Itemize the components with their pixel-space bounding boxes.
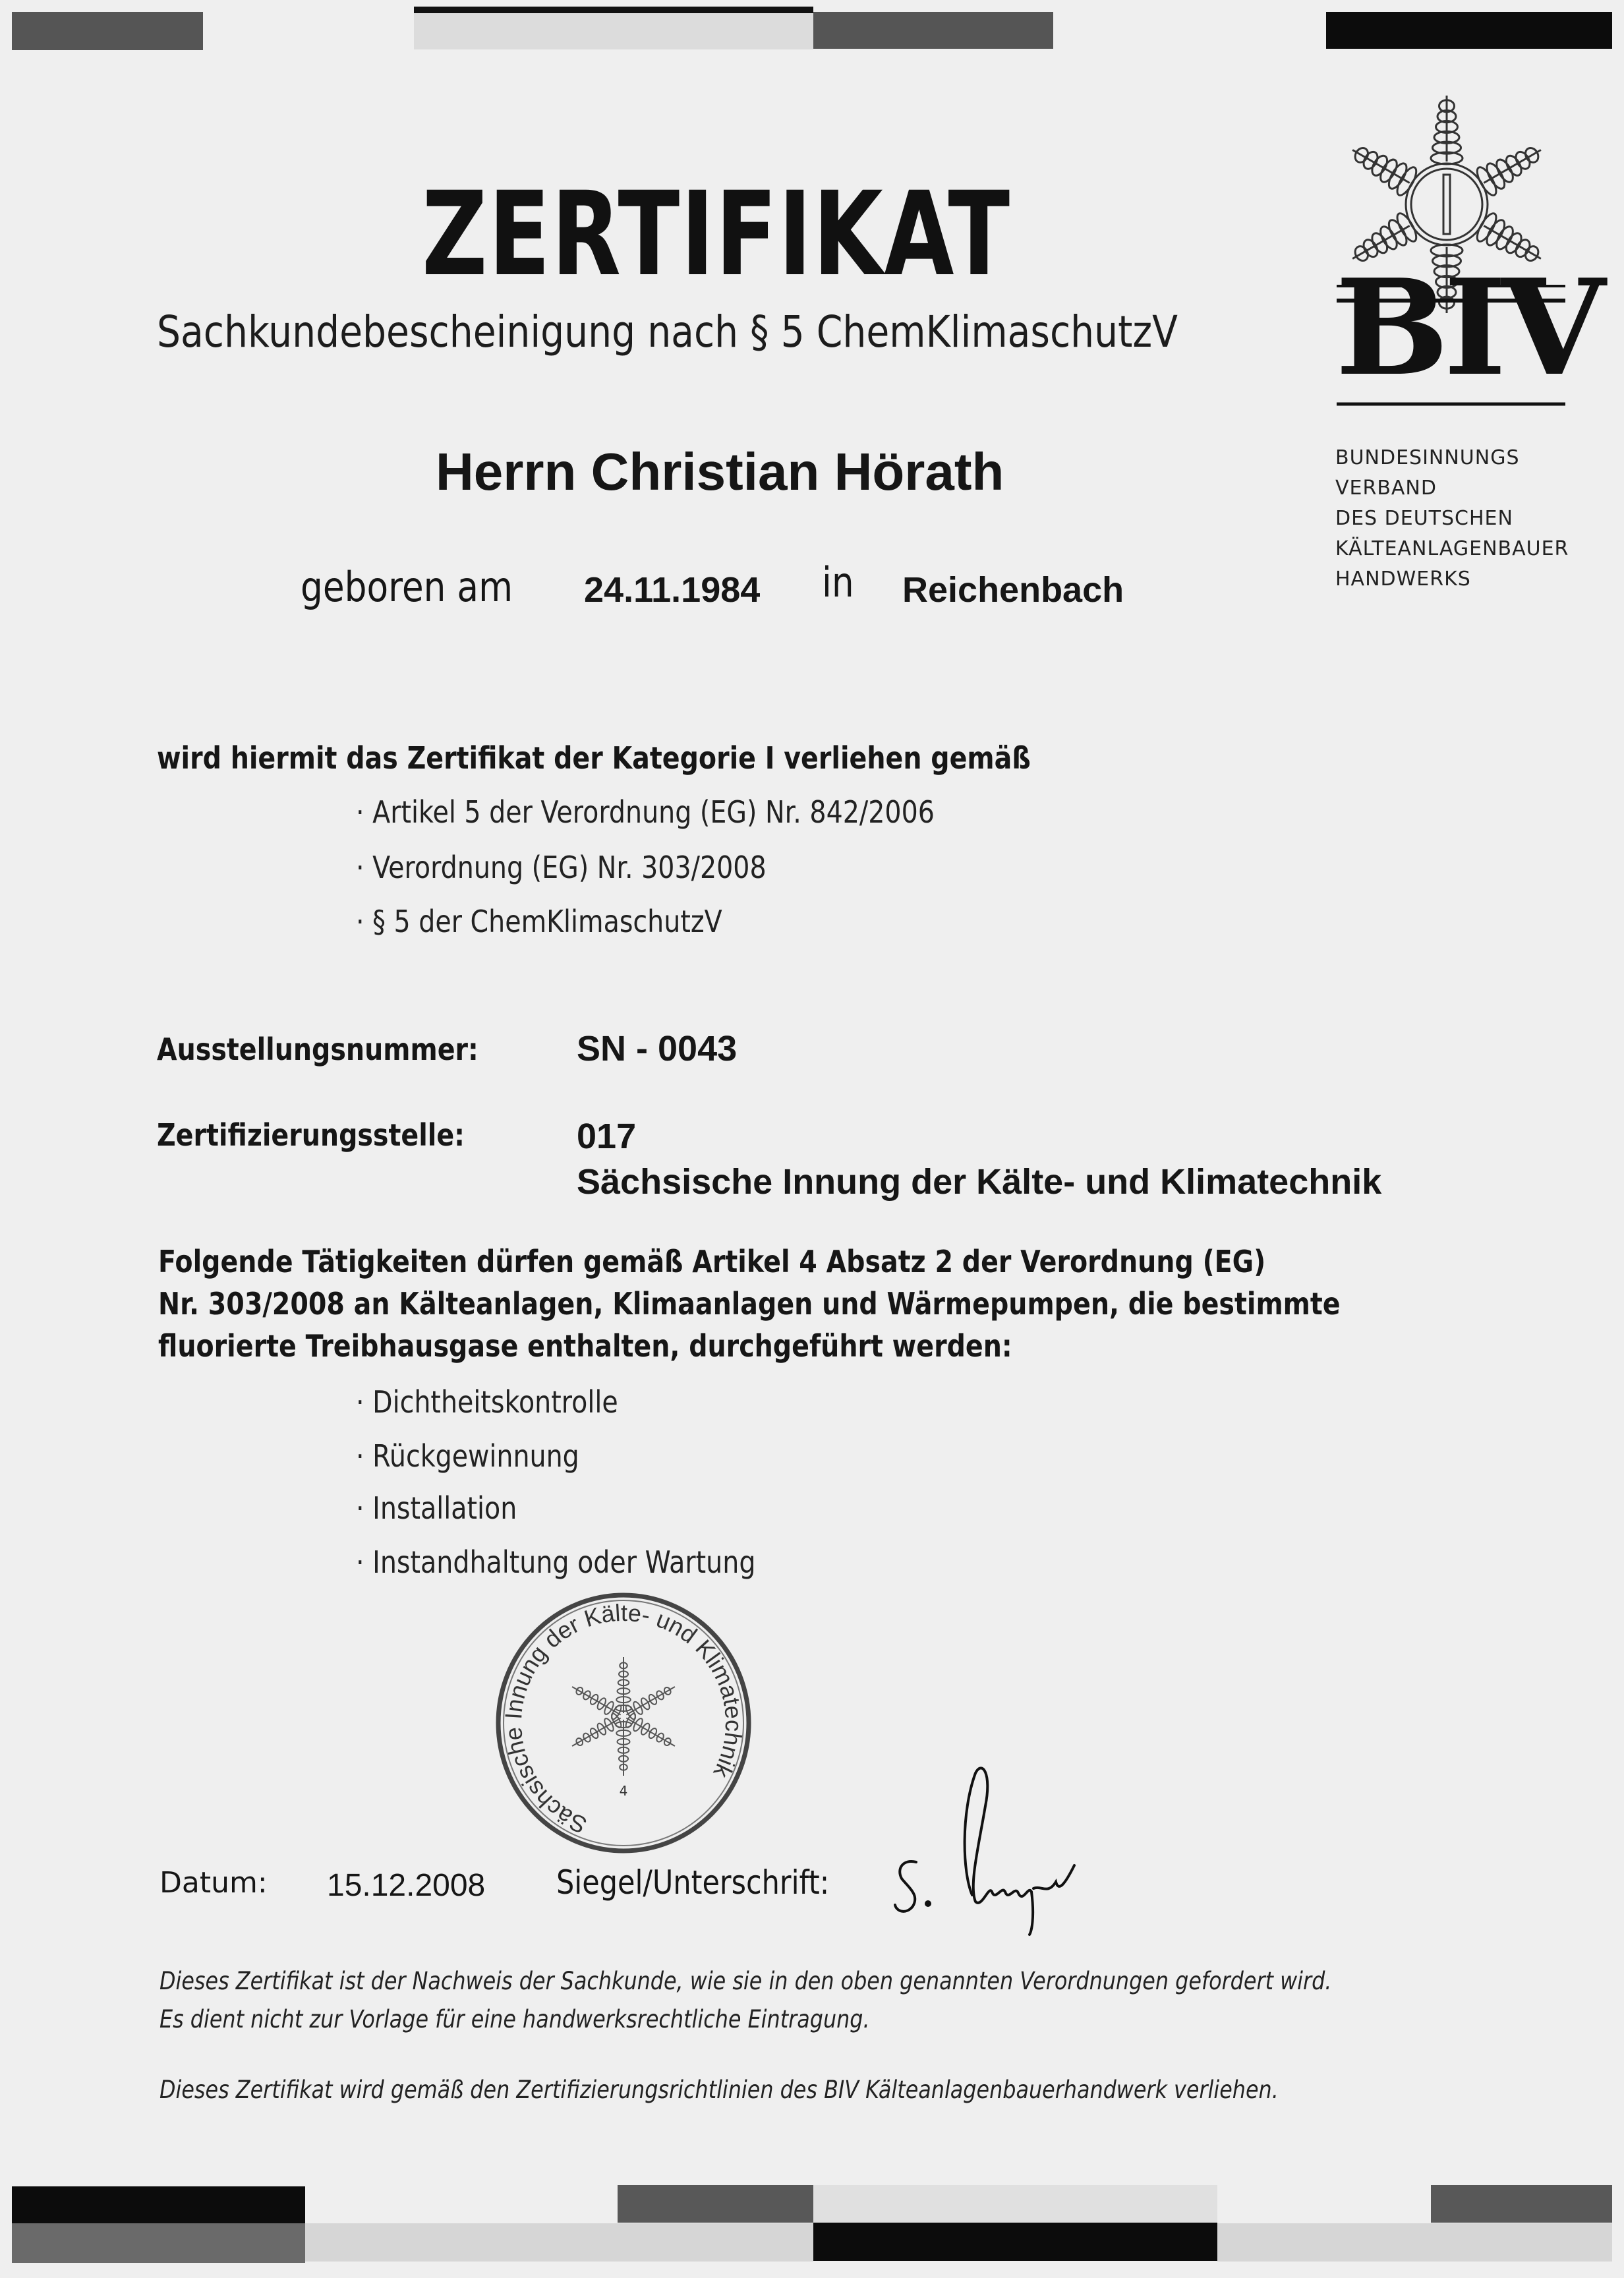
bullet: · xyxy=(356,850,364,885)
org-line: BUNDESINNUNGS xyxy=(1335,446,1520,469)
calibration-bar xyxy=(813,2185,1217,2223)
calibration-bar xyxy=(12,2186,305,2223)
issue-date: 15.12.2008 xyxy=(327,1868,486,1903)
bullet: · xyxy=(356,1544,364,1580)
calibration-bar xyxy=(813,2223,1217,2261)
activities-intro-line: Folgende Tätigkeiten dürfen gemäß Artikel 4 Absatz 2 der Verordnung (EG) xyxy=(158,1244,1266,1279)
cert-body-name: Sächsische Innung der Kälte- und Klimatechnik xyxy=(577,1162,1382,1202)
org-line: KÄLTEANLAGENBAUER xyxy=(1335,537,1569,560)
calibration-bar xyxy=(618,2185,813,2223)
in-label: in xyxy=(822,558,854,606)
list-item-text: Verordnung (EG) Nr. 303/2008 xyxy=(372,850,767,885)
list-item xyxy=(356,1439,579,1474)
activities-intro-line: Nr. 303/2008 an Kälteanlagen, Klimaanlagen und Wärmepumpen, die bestimmte xyxy=(158,1286,1341,1322)
footer-note: Es dient nicht zur Vorlage für eine handwerksrechtliche Eintragung. xyxy=(160,2005,870,2033)
calibration-bar xyxy=(305,2223,813,2262)
seal-signature-label: Siegel/Unterschrift: xyxy=(556,1863,830,1902)
calibration-bar xyxy=(12,2223,305,2263)
list-item-text: § 5 der ChemKlimaschutzV xyxy=(372,904,722,939)
list-item-text: Dichtheitskontrolle xyxy=(372,1384,618,1420)
activities-intro-line: fluorierte Treibhausgase enthalten, durchgeführt werden: xyxy=(158,1328,1012,1364)
bullet: · xyxy=(356,904,364,939)
seal-text: Sächsische Innung der Kälte- und Klimatechnik xyxy=(499,1598,748,1840)
calibration-bar xyxy=(414,13,813,49)
cert-body-label: Zertifizierungsstelle: xyxy=(157,1117,465,1153)
list-item xyxy=(356,904,722,939)
list-item xyxy=(356,1385,618,1420)
issue-number: SN - 0043 xyxy=(577,1029,738,1068)
biv-letters: BIV xyxy=(1335,250,1600,405)
calibration-bar xyxy=(813,12,1053,49)
handwritten-signature xyxy=(883,1753,1120,1938)
list-item-text: Artikel 5 der Verordnung (EG) Nr. 842/2006 xyxy=(372,794,935,830)
org-line: VERBAND xyxy=(1335,477,1437,500)
bullet: · xyxy=(356,794,364,830)
footer-note: Dieses Zertifikat ist der Nachweis der Sachkunde, wie sie in den oben genannten Verordnungen gefordert wird. xyxy=(160,1967,1332,1995)
born-label: geboren am xyxy=(301,563,513,611)
birth-date: 24.11.1984 xyxy=(584,570,761,610)
org-line: DES DEUTSCHEN xyxy=(1335,507,1513,530)
official-seal xyxy=(492,1591,755,1855)
list-item xyxy=(356,1545,755,1580)
calibration-bar xyxy=(1431,2185,1612,2223)
list-item-text: Rückgewinnung xyxy=(372,1438,579,1474)
bullet: · xyxy=(356,1438,364,1474)
seal-number: 4 xyxy=(619,1783,628,1799)
list-item xyxy=(356,1491,517,1526)
certificate-title: ZERTIFIKAT xyxy=(422,167,1011,302)
certificate-subtitle: Sachkundebescheinigung nach § 5 ChemKlimaschutzV xyxy=(157,307,1178,357)
calibration-bar xyxy=(1326,12,1612,49)
list-item-text: Installation xyxy=(372,1490,517,1526)
calibration-bar xyxy=(12,12,203,50)
grant-intro: wird hiermit das Zertifikat der Kategorie I verliehen gemäß xyxy=(157,740,1031,776)
date-label: Datum: xyxy=(160,1866,268,1900)
issue-number-label: Ausstellungsnummer: xyxy=(157,1032,478,1067)
calibration-bar xyxy=(414,7,813,13)
footer-note: Dieses Zertifikat wird gemäß den Zertifizierungsrichtlinien des BIV Kälteanlagenbauerhandwerk verliehen. xyxy=(160,2076,1279,2104)
cert-body-code: 017 xyxy=(577,1117,637,1156)
list-item xyxy=(356,850,767,885)
list-item-text: Instandhaltung oder Wartung xyxy=(372,1544,756,1580)
bullet: · xyxy=(356,1490,364,1526)
biv-org-name xyxy=(1335,443,1569,595)
list-item xyxy=(356,795,935,830)
calibration-bar xyxy=(1217,2223,1612,2262)
org-line: HANDWERKS xyxy=(1335,568,1471,591)
recipient-name: Herrn Christian Hörath xyxy=(436,442,1004,501)
bullet: · xyxy=(356,1384,364,1420)
birth-place: Reichenbach xyxy=(902,570,1124,610)
